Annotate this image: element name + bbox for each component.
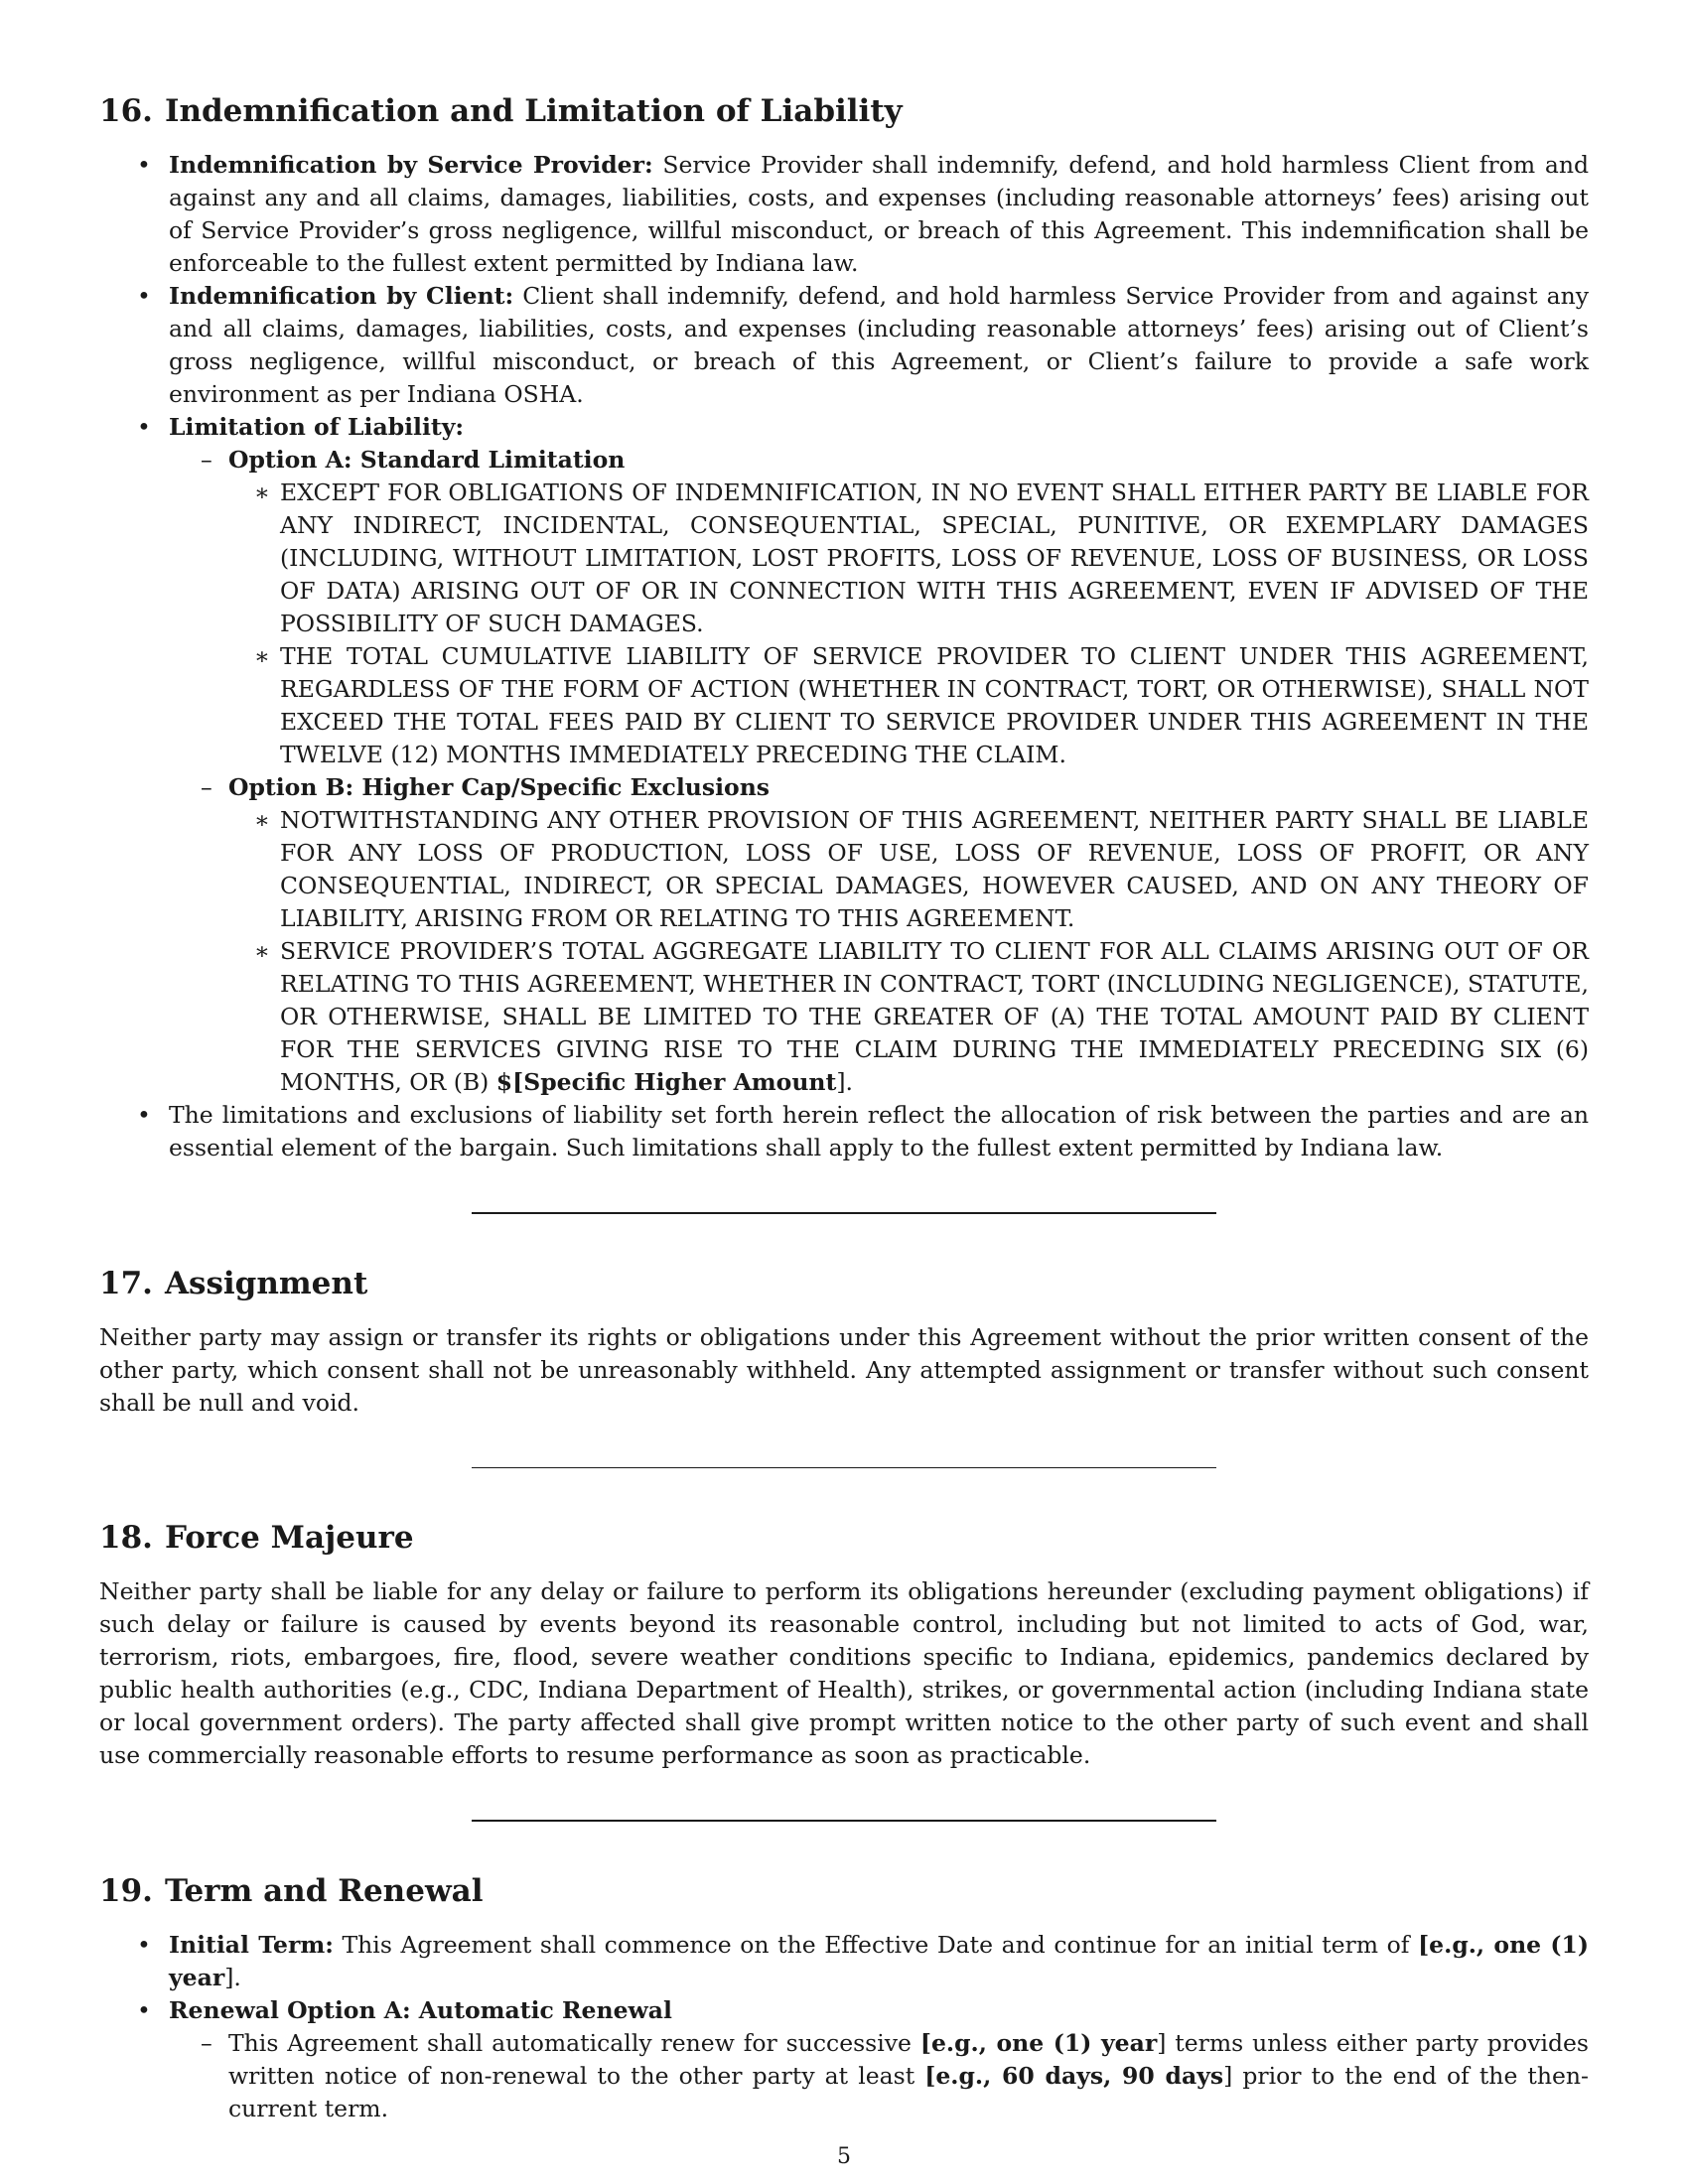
section-title: Force Majeure [164,1520,414,1556]
option-a-clauses [228,477,1589,771]
list-item-sp-indemnification [99,149,1589,280]
list-item-limitation-of-liability [99,411,1589,1099]
renewal-details [169,2027,1589,2125]
list-item-closing: • The limitations and exclusions of liability set forth herein reflect the allocation of risk between the parties and are an essential element of the bargain. Such limitations shall apply to the fullest extent permitted by Indiana law. [99,1099,1589,1164]
clause-text: This Agreement shall automatically renew for successive [228,2029,920,2057]
section-18 [99,1518,1589,1772]
section-heading [99,1264,1589,1303]
item-label: Indemnification by Client: [169,282,514,310]
clause-text: ] prior to the end of the then-current term. [228,2062,1589,2122]
section-paragraph: Neither party shall be liable for any delay or failure to perform its obligations hereunder (excluding payment obligations) if such delay or failure is caused by events beyond its reasonable control, including but not limited to acts of God, war, terrorism, riots, embargoes, fire, flood, severe weather conditions specific to Indiana, epidemics, pandemics declared by public health authorities (e.g., CDC, Indiana Department of Health), strikes, or governmental action (including Indiana state or local government orders). The party affected shall give prompt written notice to the other party of such event and shall use commercially reasonable efforts to resume performance as soon as practicable. [99,1577,1589,1769]
section-heading [99,1518,1589,1558]
section-title: Term and Renewal [164,1873,484,1909]
clause-end: ]. [836,1068,854,1096]
section-heading [99,1871,1589,1911]
list-item-renewal-option-a [99,1994,1589,2125]
placeholder-amount: $[Specific Higher Amount [495,1068,837,1096]
option-b-clause-2 [228,935,1589,1099]
option-b-clause-1: ∗ NOTWITHSTANDING ANY OTHER PROVISION OF THIS AGREEMENT, NEITHER PARTY SHALL BE LIABLE FOR ANY LOSS OF PRODUCTION, LOSS OF USE, LOSS OF REVENUE, LOSS OF PROFIT, OR ANY CONSEQUENTIAL, INDIRECT, OR SPECIAL DAMAGES, HOWEVER CAUSED, AND ON ANY THEORY OF LIABILITY, ARISING FROM OR RELATING TO THIS AGREEMENT. [228,804,1589,935]
section-number: 16. [99,93,153,129]
section-divider [472,1467,1216,1468]
item-text: Service Provider shall indemnify, defend, and hold harmless Client from and against any and all claims, damages, liabilities, costs, and expenses (including reasonable attorneys’ fees) arising out of Service Provider’s gross negligence, willful misconduct, or breach of this Agreement. This indemnification shall be enforceable to the fullest extent permitted by Indiana law. [169,151,1590,277]
section-paragraph: Neither party may assign or transfer its rights or obligations under this Agreement without the prior written consent of the other party, which consent shall not be unreasonably withheld. Any attempted assignment or transfer without such consent shall be null and void. [99,1323,1589,1417]
list-item-initial-term [99,1929,1589,1994]
clause-text: ] terms unless either party provides written notice of non-renewal to the other party at least [228,2029,1589,2090]
option-label: Option A: Standard Limitation [228,446,626,474]
section-17 [99,1264,1589,1420]
item-end: ]. [224,1964,241,1991]
option-b-clauses [228,804,1589,1099]
item-text: Client shall indemnify, defend, and hold harmless Service Provider from and against any and all claims, damages, liabilities, costs, and expenses (including reasonable attorneys’ fees) arising out of Client’s gross negligence, willful misconduct, or breach of this Agreement, or Client’s failure to provide a safe work environment as per Indiana OSHA. [169,282,1589,408]
page-number: 5 [837,2144,851,2169]
renewal-clause [169,2027,1589,2125]
section-19-list [99,1929,1589,2125]
item-label: Initial Term: [169,1931,334,1959]
item-label: Renewal Option A: Automatic Renewal [169,1996,672,2024]
option-label: Option B: Higher Cap/Specific Exclusions [228,773,771,801]
item-label: Limitation of Liability: [169,413,465,441]
item-label: Indemnification by Service Provider: [169,151,653,179]
placeholder-notice-period: [e.g., 60 days, 90 days [924,2062,1224,2090]
section-divider [472,1212,1216,1214]
option-a-clause-1: ∗ EXCEPT FOR OBLIGATIONS OF INDEMNIFICATION, IN NO EVENT SHALL EITHER PARTY BE LIABLE FOR ANY INDIRECT, INCIDENTAL, CONSEQUENTIAL, SPECIAL, PUNITIVE, OR EXEMPLARY DAMAGES (INCLUDING, WITHOUT LIMITATION, LOST PROFITS, LOSS OF REVENUE, LOSS OF BUSINESS, OR LOSS OF DATA) ARISING OUT OF OR IN CONNECTION WITH THIS AGREEMENT, EVEN IF ADVISED OF THE POSSIBILITY OF SUCH DAMAGES. [228,477,1589,640]
section-19 [99,1871,1589,2125]
section-divider [472,1820,1216,1822]
placeholder-renewal-term: [e.g., one (1) year [919,2029,1158,2057]
option-b [169,771,1589,1099]
section-16 [99,91,1589,1164]
section-title: Indemnification and Limitation of Liability [164,93,903,129]
liability-options-list [169,444,1589,1099]
clause-text: SERVICE PROVIDER’S TOTAL AGGREGATE LIABILITY TO CLIENT FOR ALL CLAIMS ARISING OUT OF OR RELATING TO THIS AGREEMENT, WHETHER IN CONTRACT, TORT (INCLUDING NEGLIGENCE), STATUTE, OR OTHERWISE, SHALL BE LIMITED TO THE GREATER OF (A) THE TOTAL AMOUNT PAID BY CLIENT FOR THE SERVICES GIVING RISE TO THE CLAIM DURING THE IMMEDIATELY PRECEDING SIX (6) MONTHS, OR (B) [280,937,1589,1096]
list-item-client-indemnification [99,280,1589,411]
placeholder-term: [e.g., one (1) year [169,1931,1589,1991]
section-16-list [99,149,1589,1164]
section-number: 19. [99,1873,153,1909]
option-a-clause-2: ∗ THE TOTAL CUMULATIVE LIABILITY OF SERVICE PROVIDER TO CLIENT UNDER THIS AGREEMENT, REGARDLESS OF THE FORM OF ACTION (WHETHER IN CONTRACT, TORT, OR OTHERWISE), SHALL NOT EXCEED THE TOTAL FEES PAID BY CLIENT TO SERVICE PROVIDER UNDER THIS AGREEMENT IN THE TWELVE (12) MONTHS IMMEDIATELY PRECEDING THE CLAIM. [228,640,1589,771]
option-a [169,444,1589,771]
section-heading [99,91,1589,131]
item-text: This Agreement shall commence on the Effective Date and continue for an initial term of [333,1931,1419,1959]
document-page [99,91,1589,2125]
section-number: 18. [99,1520,153,1556]
section-title: Assignment [164,1266,368,1301]
section-number: 17. [99,1266,153,1301]
